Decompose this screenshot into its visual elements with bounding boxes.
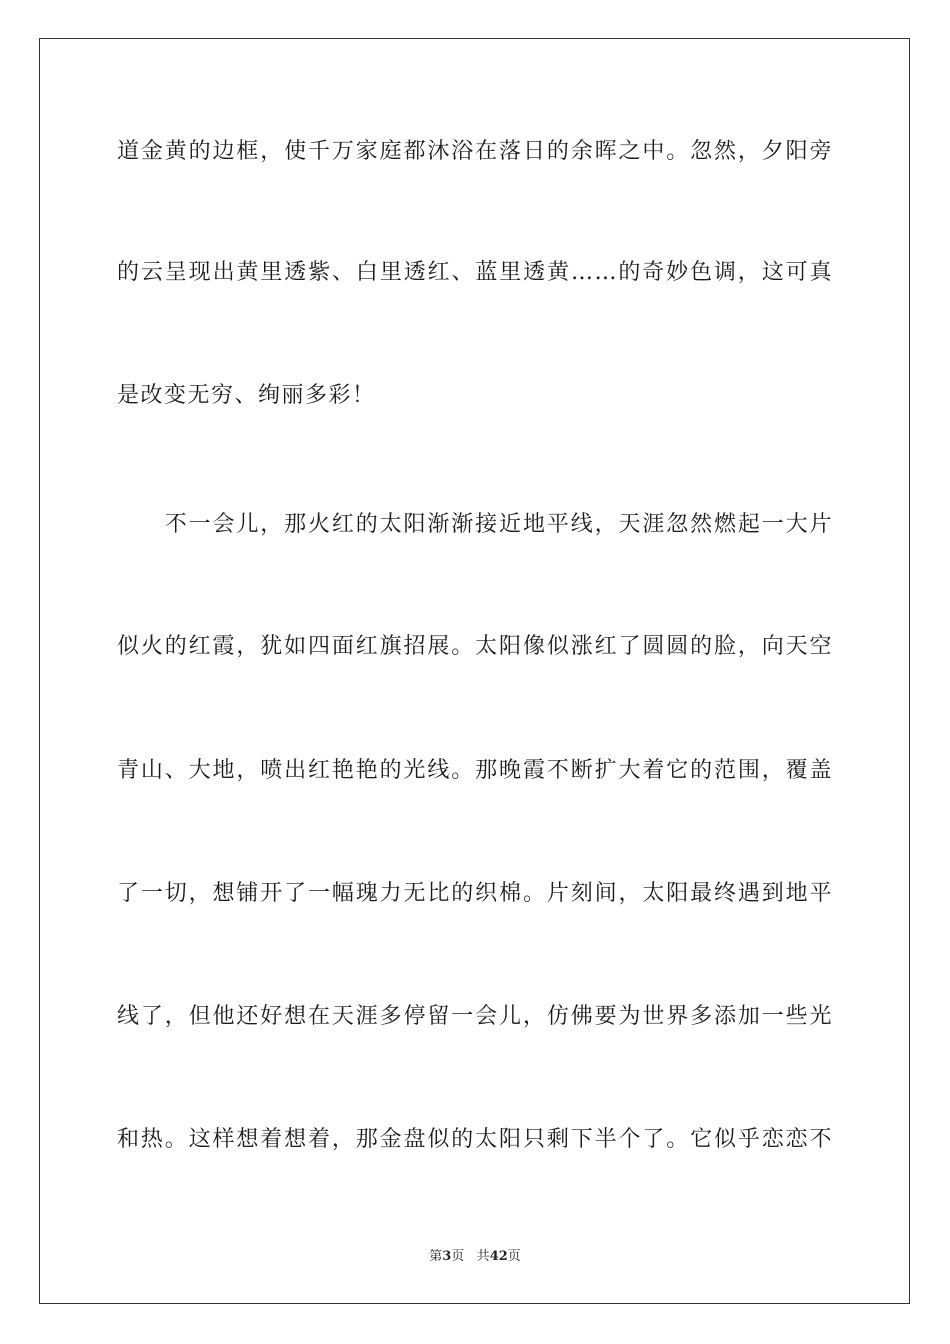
page-border	[39, 38, 910, 1304]
body-text-line: 线了，但他还好想在天涯多停留一会儿，仿佛要为世界多添加一些光	[117, 1004, 833, 1029]
body-text-line: 似火的红霞，犹如四面红旗招展。太阳像似涨红了圆圆的脸，向天空	[117, 634, 833, 659]
page-number: 3	[442, 1249, 452, 1264]
body-text-line: 和热。这样想着想着，那金盘似的太阳只剩下半个了。它似乎恋恋不	[117, 1127, 833, 1152]
body-text-line: 的云呈现出黄里透紫、白里透红、蓝里透黄……的奇妙色调，这可真	[117, 260, 833, 285]
page-prefix: 第	[429, 1249, 443, 1264]
page-footer	[0, 1248, 950, 1266]
total-prefix: 共	[476, 1249, 490, 1264]
body-text-line: 了一切，想铺开了一幅瑰力无比的织棉。片刻间，太阳最终遇到地平	[117, 881, 833, 906]
body-text-line: 道金黄的边框，使千万家庭都沐浴在落日的余晖之中。忽然，夕阳旁	[117, 139, 833, 164]
body-text-line: 是改变无穷、绚丽多彩！	[117, 383, 376, 408]
paragraph-start-line: 不一会儿，那火红的太阳渐渐接近地平线，天涯忽然燃起一大片	[117, 512, 833, 537]
total-suffix: 页	[507, 1249, 521, 1264]
total-pages: 42	[489, 1249, 508, 1264]
page-suffix: 页	[451, 1249, 465, 1264]
body-text-line: 青山、大地，喷出红艳艳的光线。那晚霞不断扩大着它的范围，覆盖	[117, 758, 833, 783]
